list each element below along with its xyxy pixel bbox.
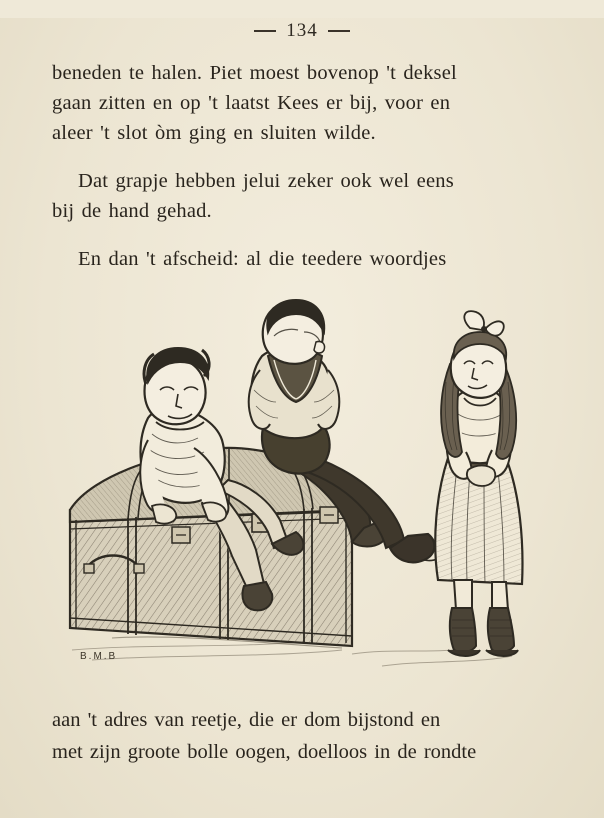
book-page [0,18,604,818]
horizontal-rule-right-icon [328,30,350,32]
text-line: Dat grapje hebben jelui zeker ook wel eens [78,170,454,192]
ground-shadow [72,642,512,666]
paragraph-3 [52,244,552,274]
text-line: met zijn groote bolle oogen, doelloos in de rondte [52,741,477,763]
main-text-block [52,58,552,274]
hair-bow-icon [464,311,503,336]
text-line: gaan zitten en op 't laatst Kees er bij, voor en [52,92,451,114]
paragraph-2 [52,166,552,226]
text-line: bij de hand gehad. [52,200,212,222]
text-line: aleer 't slot òm ging en sluiten wilde. [52,122,376,144]
text-line: aan 't adres van reetje, die er dom bijstond en [52,709,441,731]
bottom-text-block [52,704,552,768]
artist-signature: B.M.B [80,651,118,662]
text-line: beneden te halen. Piet moest bovenop 't deksel [52,62,457,84]
paragraph-1 [52,58,552,148]
page-header [0,18,604,44]
text-line: En dan 't afscheid: al die teedere woordjes [78,248,447,270]
horizontal-rule-left-icon [254,30,276,32]
illustration-three-children-with-travel-trunk [52,298,552,688]
page-number: 134 [286,20,318,41]
figure-girl-right [435,311,522,656]
